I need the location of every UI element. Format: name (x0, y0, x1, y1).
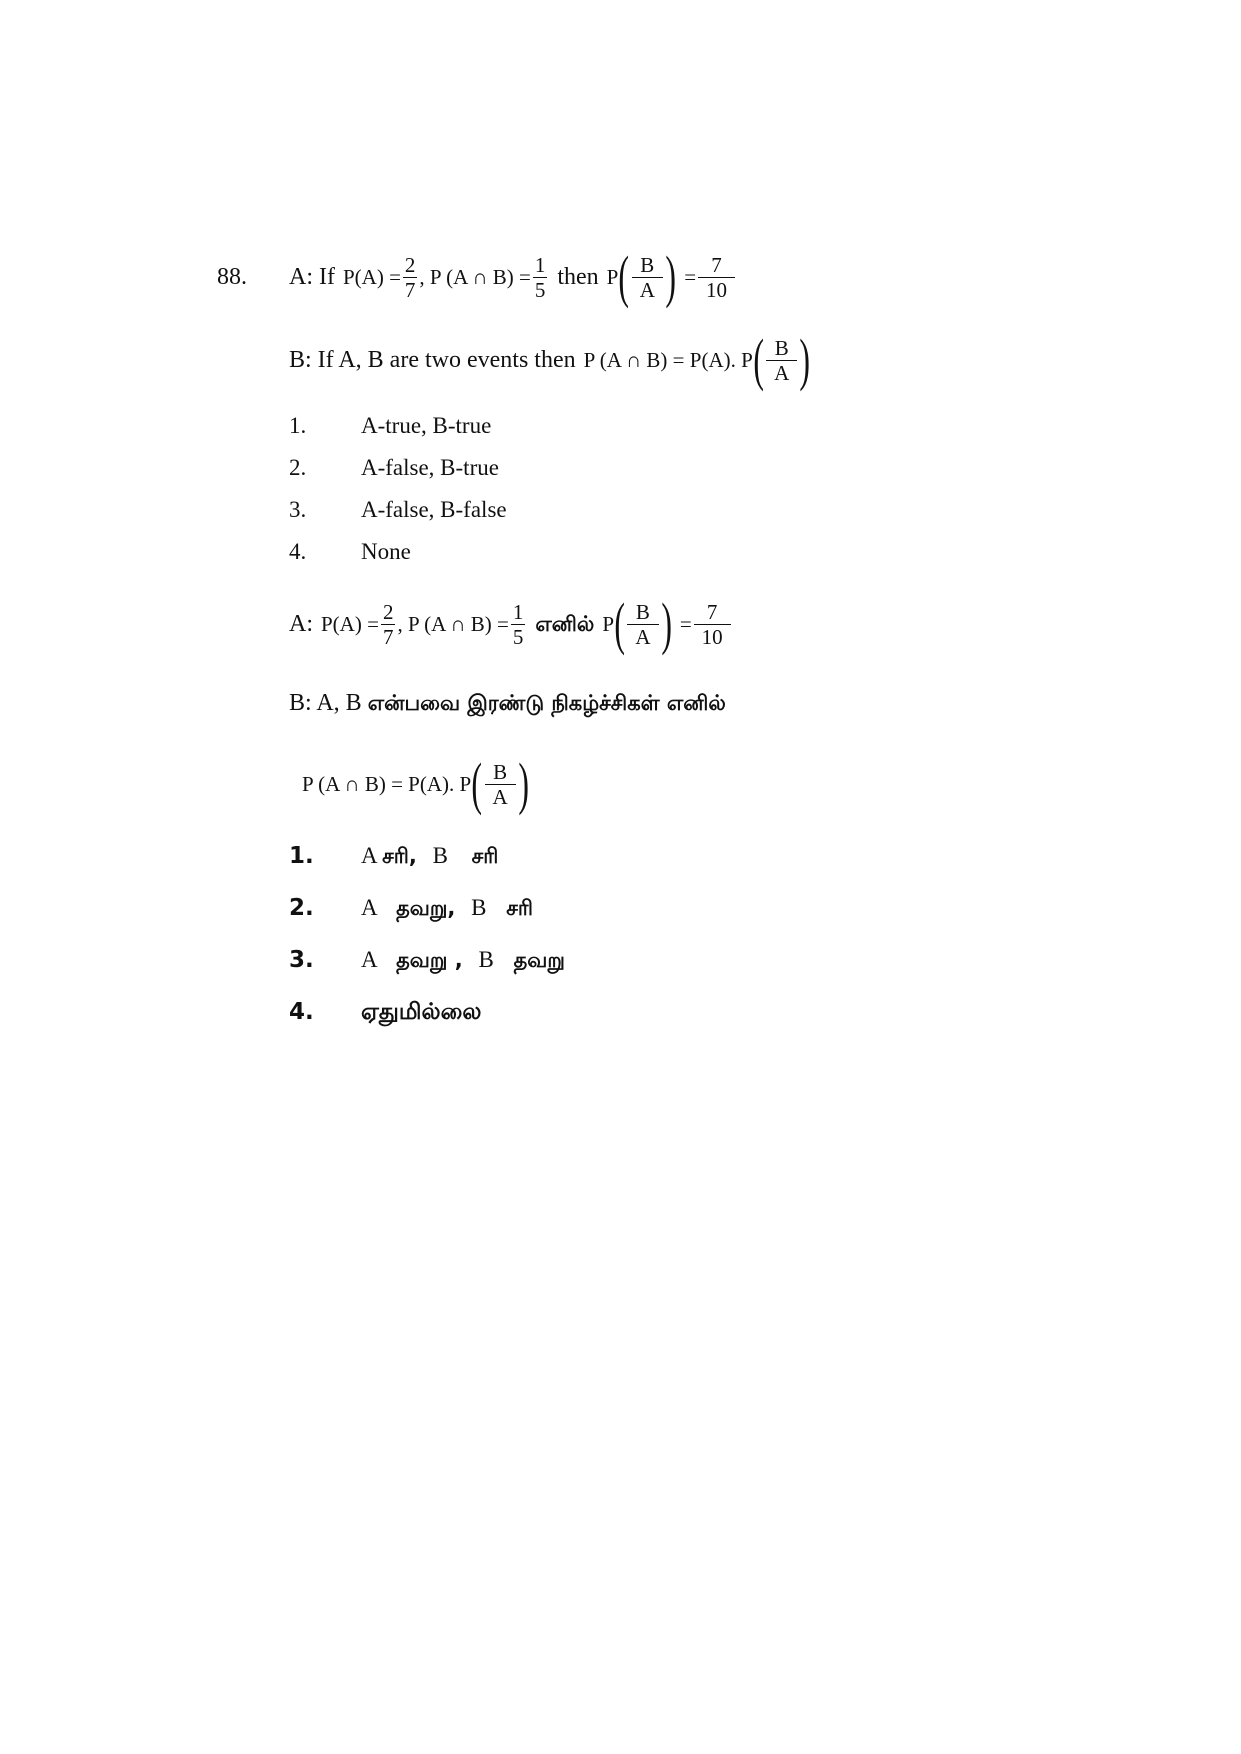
option-label: None (361, 539, 411, 564)
option-number: 1. (289, 413, 307, 438)
multiplication-rule-ta: P (A ∩ B) = P(A). P ( $\frac{B}{A}$ ) (302, 751, 529, 816)
pa-expr: P(A) = $\frac{2}{7}$ , P (A ∩ B) = $\frac{1}{5}$ (342, 252, 546, 302)
option-number: 1. (289, 843, 314, 869)
statement-b-ta: B: A, B என்பவை இரண்டு நிகழ்ச்சிகள் எனில் (289, 690, 726, 716)
option-number: 4. (289, 539, 307, 564)
option-number: 3. (289, 947, 314, 973)
statement-a-prefix: A: If (289, 264, 335, 290)
option-label: A-true, B-true (361, 413, 492, 438)
option-number: 3. (289, 497, 307, 522)
pa-fraction: $\frac{2}{7}$ (404, 252, 416, 302)
option-number: 2. (289, 895, 314, 921)
then-word: then (557, 264, 599, 290)
option-label: A தவறு , B தவறு (361, 947, 565, 972)
option-number: 2. (289, 455, 307, 480)
statement-b-en (289, 328, 811, 392)
option-label: A சரி, B சரி (361, 843, 499, 868)
then-word-ta: எனில் (535, 612, 595, 636)
option-label: A தவறு, B சரி (361, 895, 533, 920)
statement-a-ta: A: P(A) = $\frac{2}{7}$ , P (A ∩ B) = $\frac{1}{5}$ எனில் P ( $\frac{B}{A}$ ) = $\frac{7}{10}$ (289, 592, 733, 656)
option-number: 4. (289, 999, 314, 1025)
option-label: A-false, B-true (361, 455, 499, 480)
question-number: 88. (217, 264, 247, 290)
statement-a-en (289, 245, 737, 309)
statement-b-text: B: If A, B are two events then (289, 347, 576, 373)
option-label: A-false, B-false (361, 497, 507, 522)
multiplication-rule: P (A ∩ B) = P(A). P ( $\frac{B}{A}$ ) (583, 327, 811, 392)
option-label: ஏதுமில்லை (361, 999, 482, 1025)
pab-fraction: $\frac{1}{5}$ (534, 252, 546, 302)
result-fraction: $\frac{7}{10}$ (698, 253, 735, 302)
conditional-expr: P ( $\frac{B}{A}$ ) = $\frac{7}{10}$ (607, 248, 737, 306)
